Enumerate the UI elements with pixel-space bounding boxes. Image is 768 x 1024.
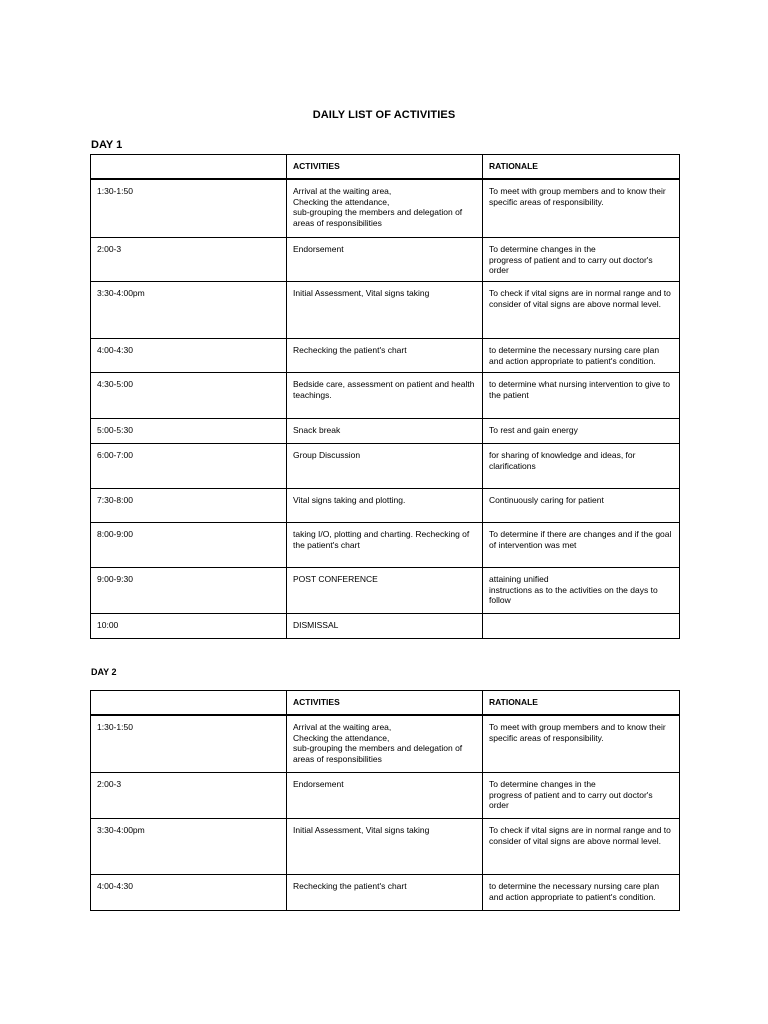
table-row xyxy=(91,875,680,911)
activity-cell: DISMISSAL xyxy=(287,614,483,639)
rationale-column-header: RATIONALE xyxy=(483,155,680,180)
activity-cell: Arrival at the waiting area, Checking the attendance, sub-grouping the members and delegation of areas of responsibilities xyxy=(287,179,483,238)
table-row xyxy=(91,373,680,419)
activity-cell: Endorsement xyxy=(287,773,483,819)
activity-cell: Initial Assessment, Vital signs taking xyxy=(287,819,483,875)
rationale-cell: for sharing of knowledge and ideas, for clarifications xyxy=(483,444,680,489)
table-row xyxy=(91,819,680,875)
time-cell: 10:00 xyxy=(91,614,287,639)
rationale-cell: To meet with group members and to know their specific areas of responsibility. xyxy=(483,715,680,773)
activity-cell: Bedside care, assessment on patient and health teachings. xyxy=(287,373,483,419)
table-row xyxy=(91,523,680,568)
activity-cell: POST CONFERENCE xyxy=(287,568,483,614)
table-row xyxy=(91,773,680,819)
time-cell: 4:00-4:30 xyxy=(91,875,287,911)
day-2-schedule-table xyxy=(90,690,680,911)
time-cell: 2:00-3 xyxy=(91,773,287,819)
day-2-heading: DAY 2 xyxy=(91,667,117,677)
activity-cell: Rechecking the patient's chart xyxy=(287,875,483,911)
day-1-schedule-table xyxy=(90,154,680,639)
table-header-row xyxy=(91,155,680,180)
table-row xyxy=(91,614,680,639)
rationale-cell: To check if vital signs are in normal range and to consider of vital signs are above normal level. xyxy=(483,282,680,339)
table-row xyxy=(91,282,680,339)
rationale-cell: To meet with group members and to know their specific areas of responsibility. xyxy=(483,179,680,238)
rationale-cell: To check if vital signs are in normal range and to consider of vital signs are above normal level. xyxy=(483,819,680,875)
activities-column-header: ACTIVITIES xyxy=(287,155,483,180)
day-1-heading: DAY 1 xyxy=(91,139,123,151)
day-2-rows xyxy=(91,715,680,911)
time-cell: 1:30-1:50 xyxy=(91,715,287,773)
activity-cell: Rechecking the patient's chart xyxy=(287,339,483,373)
activity-cell: Vital signs taking and plotting. xyxy=(287,489,483,523)
activity-cell: Initial Assessment, Vital signs taking xyxy=(287,282,483,339)
table-row xyxy=(91,419,680,444)
rationale-cell: to determine the necessary nursing care plan and action appropriate to patient's condition. xyxy=(483,875,680,911)
activities-column-header: ACTIVITIES xyxy=(287,691,483,716)
time-column-header xyxy=(91,155,287,180)
table-row xyxy=(91,238,680,282)
activity-cell: taking I/O, plotting and charting. Rechecking of the patient's chart xyxy=(287,523,483,568)
time-cell: 4:30-5:00 xyxy=(91,373,287,419)
table-row xyxy=(91,444,680,489)
rationale-cell: to determine what nursing intervention to give to the patient xyxy=(483,373,680,419)
activity-cell: Group Discussion xyxy=(287,444,483,489)
time-cell: 4:00-4:30 xyxy=(91,339,287,373)
activity-cell: Endorsement xyxy=(287,238,483,282)
rationale-cell: to determine the necessary nursing care plan and action appropriate to patient's condition. xyxy=(483,339,680,373)
page-title: DAILY LIST OF ACTIVITIES xyxy=(312,109,456,121)
rationale-cell: To determine changes in the progress of patient and to carry out doctor's order xyxy=(483,238,680,282)
rationale-cell: To determine changes in the progress of patient and to carry out doctor's order xyxy=(483,773,680,819)
time-cell: 3:30-4:00pm xyxy=(91,282,287,339)
table-row xyxy=(91,339,680,373)
day-1-rows xyxy=(91,179,680,639)
time-cell: 7:30-8:00 xyxy=(91,489,287,523)
time-cell: 6:00-7:00 xyxy=(91,444,287,489)
table-row xyxy=(91,179,680,238)
time-cell: 2:00-3 xyxy=(91,238,287,282)
activity-cell: Snack break xyxy=(287,419,483,444)
table-row xyxy=(91,489,680,523)
table-row xyxy=(91,568,680,614)
time-cell: 3:30-4:00pm xyxy=(91,819,287,875)
rationale-cell: To determine if there are changes and if the goal of intervention was met xyxy=(483,523,680,568)
time-cell: 9:00-9:30 xyxy=(91,568,287,614)
time-cell: 5:00-5:30 xyxy=(91,419,287,444)
activity-cell: Arrival at the waiting area, Checking the attendance, sub-grouping the members and delegation of areas of responsibilities xyxy=(287,715,483,773)
rationale-cell: Continuously caring for patient xyxy=(483,489,680,523)
rationale-cell xyxy=(483,614,680,639)
rationale-cell: To rest and gain energy xyxy=(483,419,680,444)
table-header-row xyxy=(91,691,680,716)
time-column-header xyxy=(91,691,287,716)
rationale-column-header: RATIONALE xyxy=(483,691,680,716)
rationale-cell: attaining unified instructions as to the activities on the days to follow xyxy=(483,568,680,614)
table-row xyxy=(91,715,680,773)
time-cell: 1:30-1:50 xyxy=(91,179,287,238)
time-cell: 8:00-9:00 xyxy=(91,523,287,568)
